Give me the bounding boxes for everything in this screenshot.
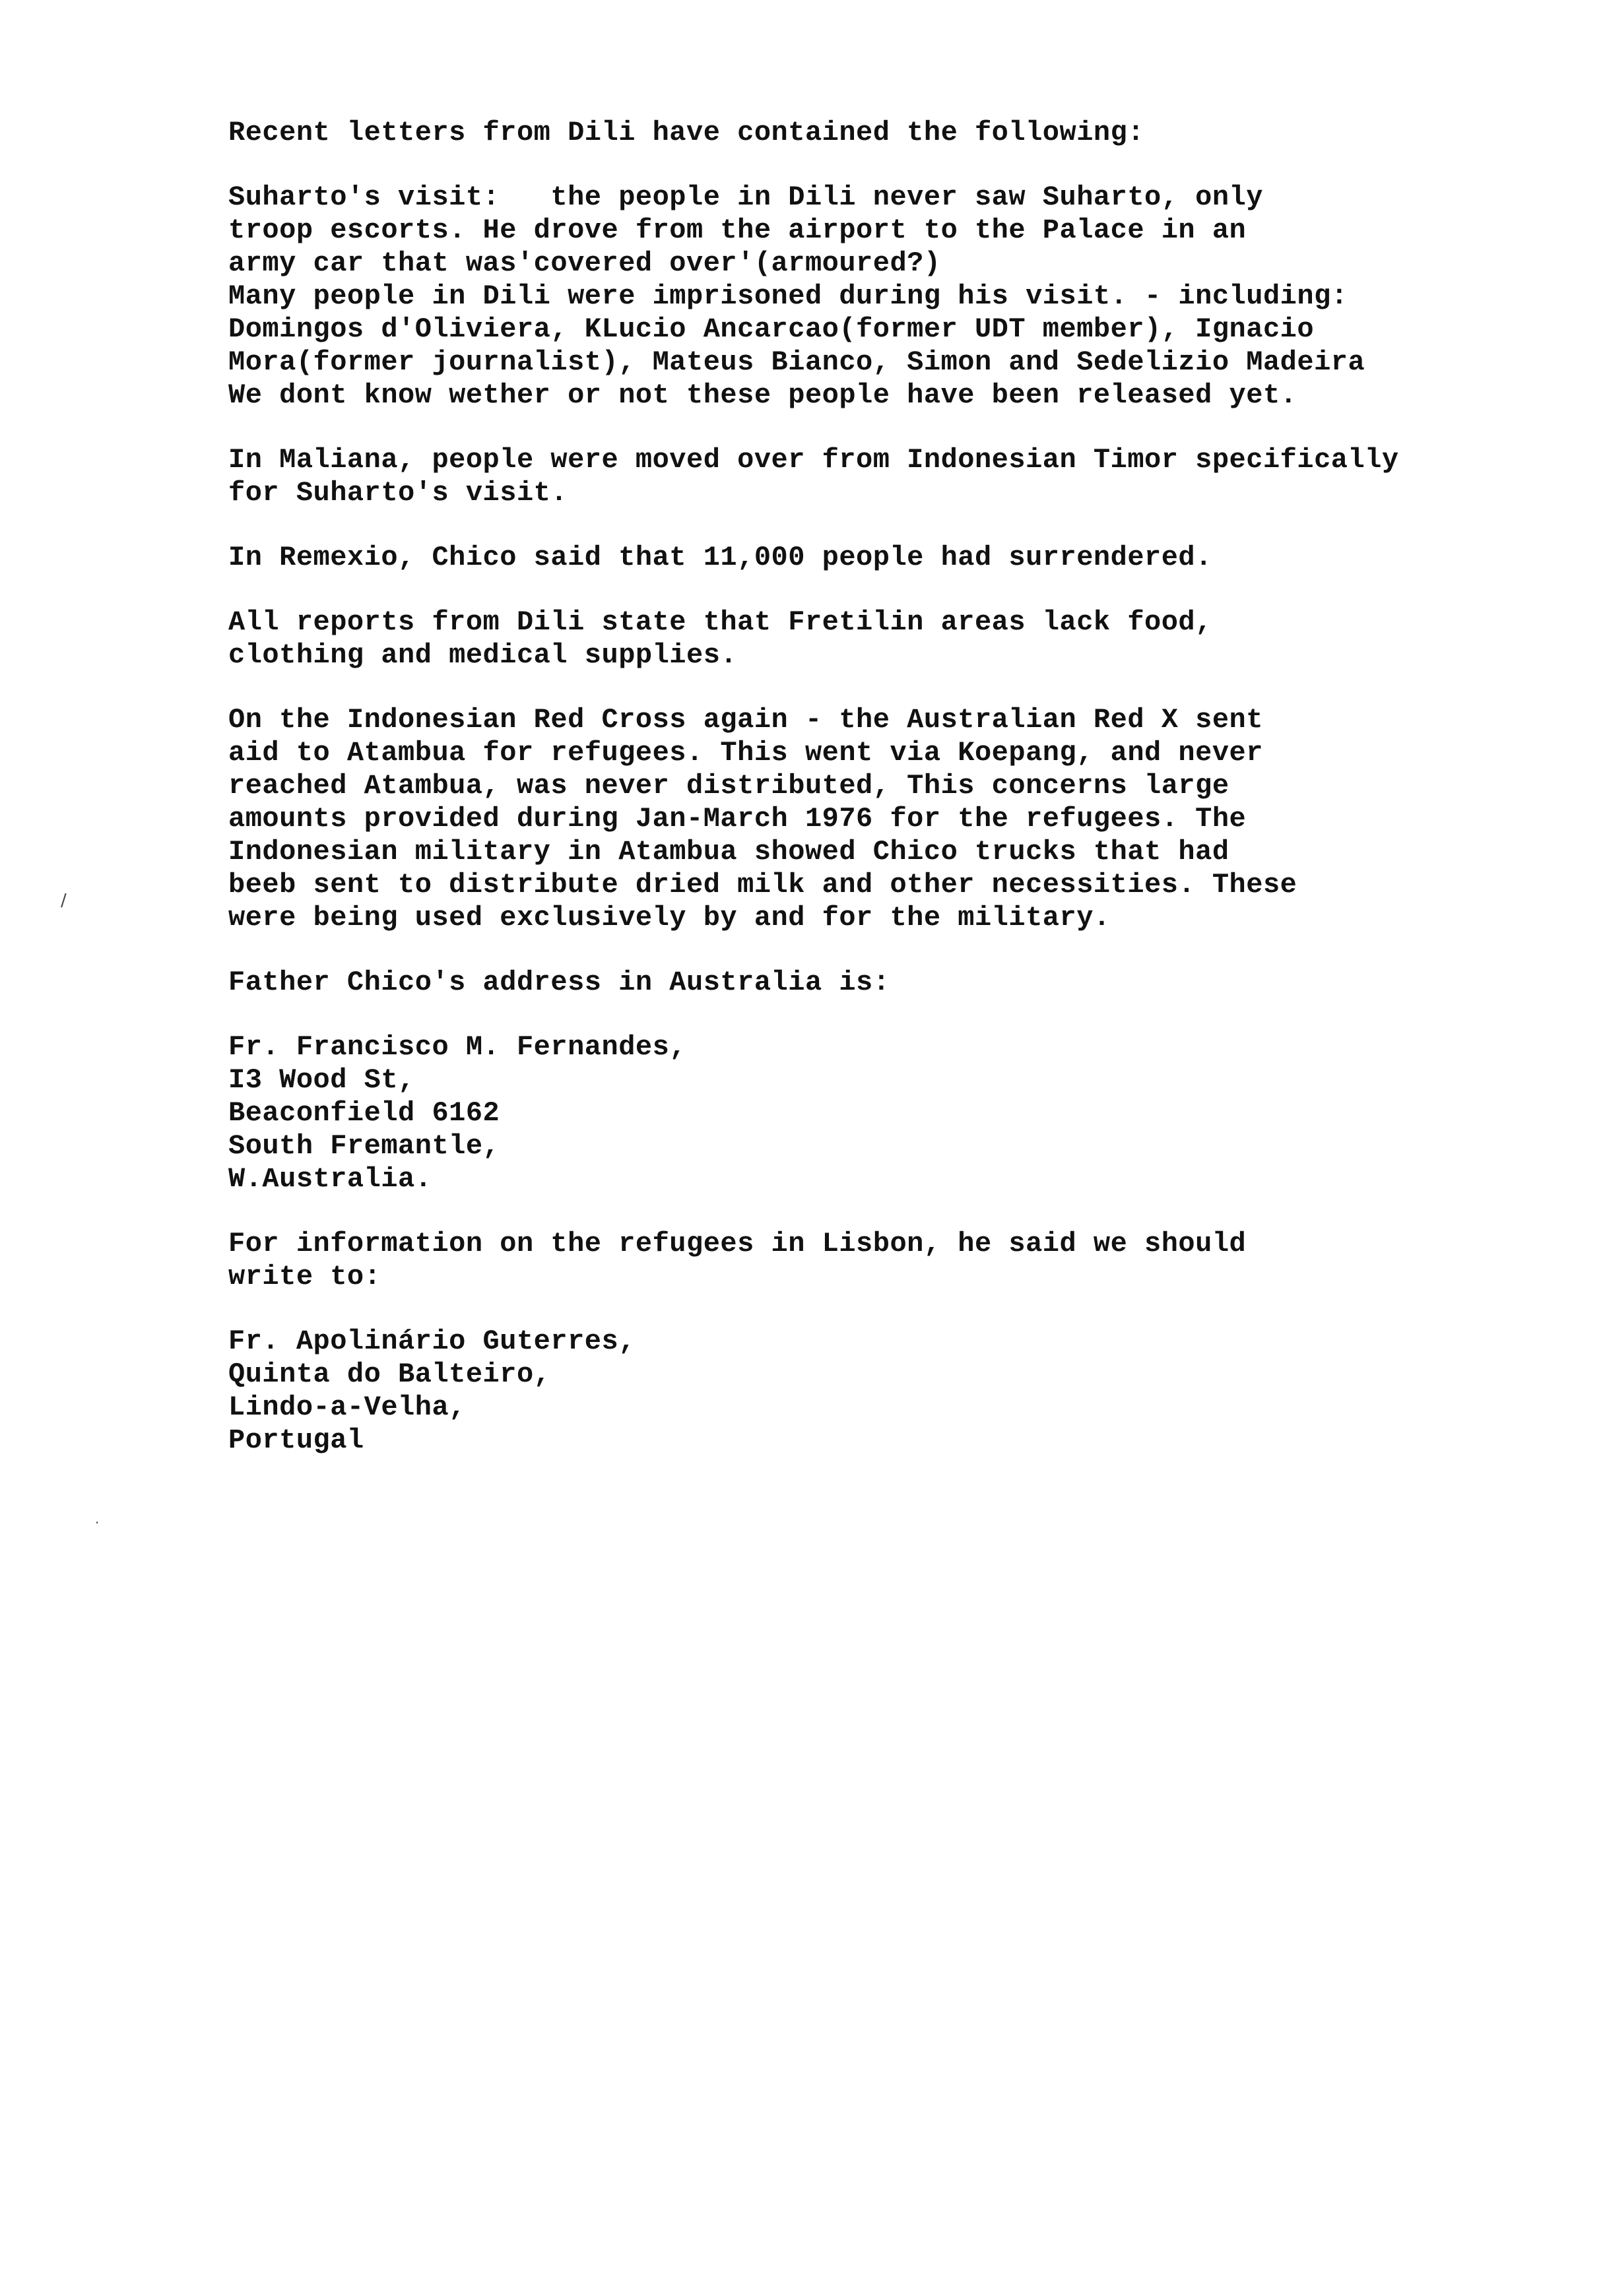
address-line: Quinta do Balteiro, [228,1358,551,1390]
text-line: were being used exclusively by and for the military. [228,902,1111,934]
address-line: Fr. Apolinário Guterres, [228,1325,636,1357]
address-block-portugal [228,1325,1588,1457]
paragraph-visit [228,181,1588,412]
paragraph-maliana [228,443,1588,509]
address-line: Portugal [228,1424,364,1456]
text-line: In Maliana, people were moved over from Indonesian Timor specifically [228,444,1399,476]
address-block-australia [228,1031,1588,1196]
paragraph-redcross [228,703,1588,934]
text-line: write to: [228,1261,381,1292]
text-line: clothing and medical supplies. [228,639,738,671]
text-line: Many people in Dili were imprisoned during his visit. - including: [228,280,1348,312]
paragraph-remexio [228,541,1588,574]
text-line: beeb sent to distribute dried milk and other necessities. These [228,869,1297,901]
address-line: Beaconfield 6162 [228,1097,500,1129]
text-line: for Suharto's visit. [228,477,568,509]
letter-body [228,116,1588,1457]
text-line: Indonesian military in Atambua showed Chico trucks that had [228,836,1229,868]
paragraph-address-intro [228,966,1588,999]
address-line: W.Australia. [228,1163,432,1195]
text-line: Mora(former journalist), Mateus Bianco, Simon and Sedelizio Madeira [228,346,1365,378]
text-line: reached Atambua, was never distributed, This concerns large [228,770,1229,802]
address-line: Fr. Francisco M. Fernandes, [228,1031,687,1063]
text-line: Father Chico's address in Australia is: [228,967,890,998]
address-line: I3 Wood St, [228,1064,415,1096]
paragraph-lisbon-intro [228,1227,1588,1293]
text-line: We dont know wether or not these people have been released yet. [228,379,1297,411]
text-line: On the Indonesian Red Cross again - the Australian Red X sent [228,704,1263,736]
paragraph-reports [228,606,1588,672]
stray-dot: . [95,1511,100,1527]
text-line: amounts provided during Jan-March 1976 for the refugees. The [228,803,1247,835]
address-line: Lindo-a-Velha, [228,1391,466,1423]
address-line: South Fremantle, [228,1130,500,1162]
text-line: For information on the refugees in Lisbon, he said we should [228,1228,1247,1260]
stray-mark: / [61,891,67,910]
text-line: aid to Atambua for refugees. This went via Koepang, and never [228,737,1263,769]
text-line: Domingos d'Oliviera, KLucio Ancarcao(former UDT member), Ignacio [228,313,1315,345]
text-line: All reports from Dili state that Fretilin areas lack food, [228,606,1212,638]
text-line: army car that was'covered over'(armoured?) [228,247,941,279]
text-line: troop escorts. He drove from the airport to the Palace in an [228,214,1247,246]
text-line: Suharto's visit: the people in Dili never saw Suharto, only [228,181,1263,213]
intro-line: Recent letters from Dili have contained the following: [228,117,1145,148]
text-line: In Remexio, Chico said that 11,000 people had surrendered. [228,542,1212,573]
